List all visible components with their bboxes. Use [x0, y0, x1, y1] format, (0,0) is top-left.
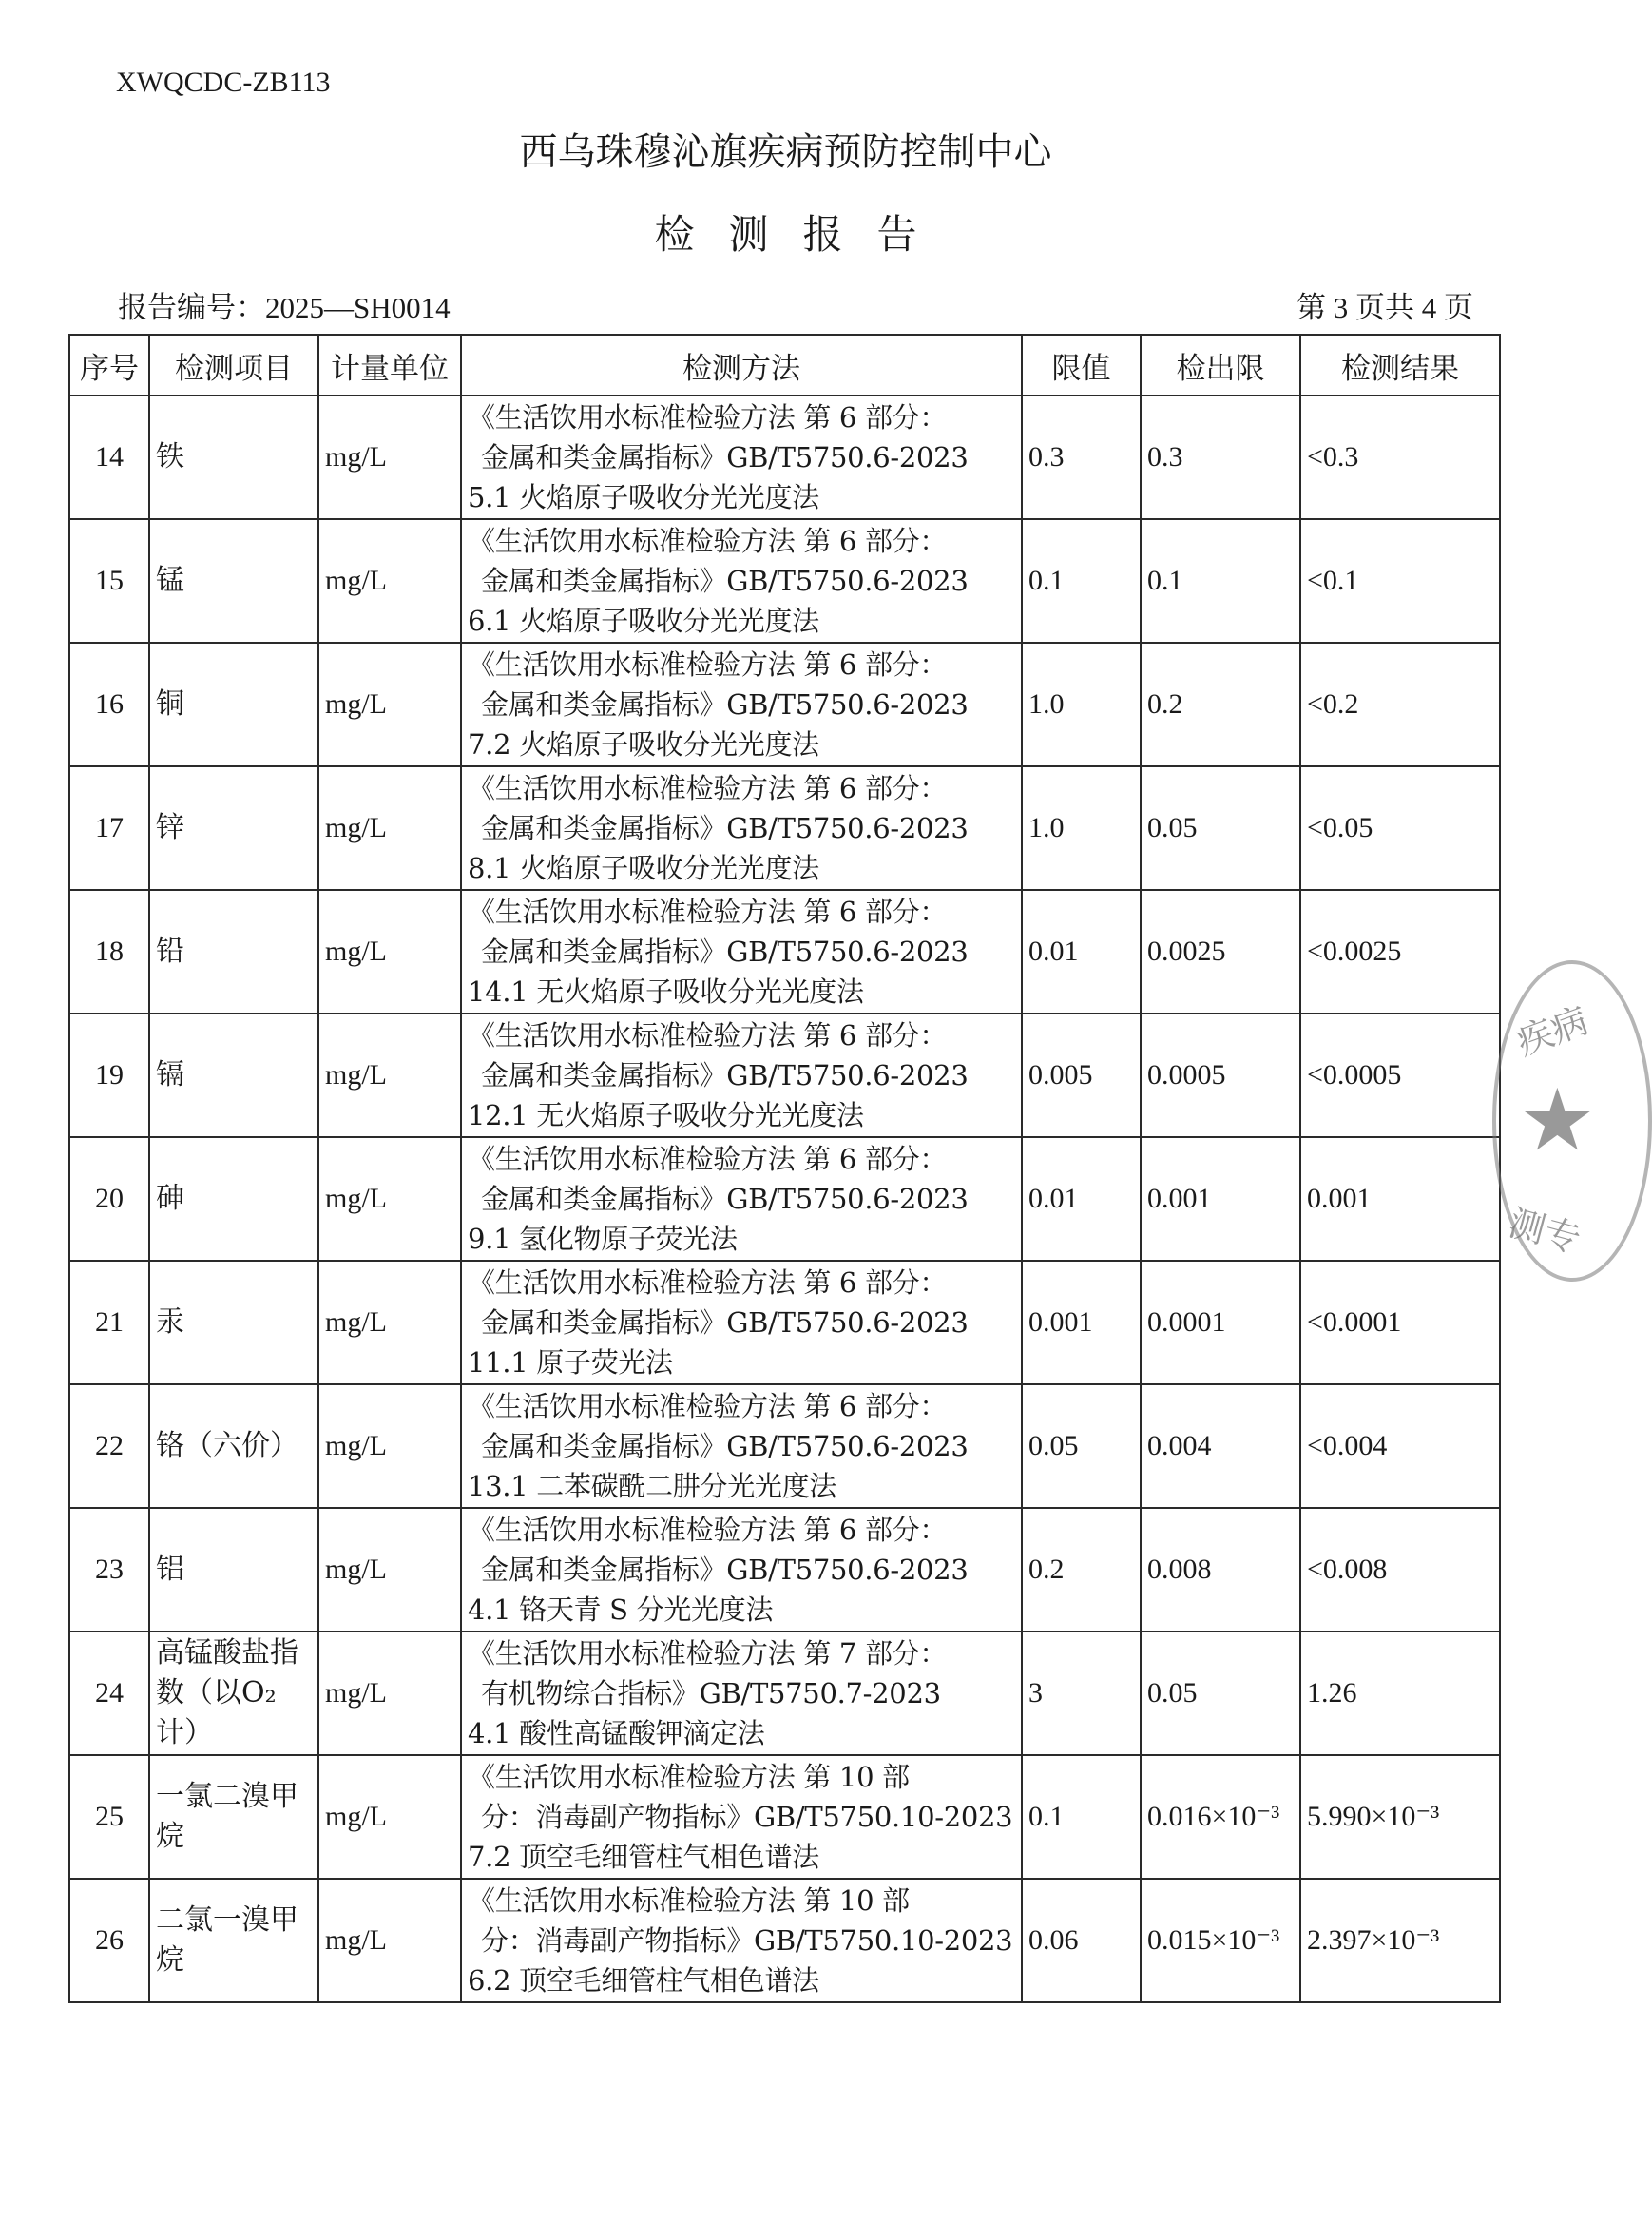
method-line: 11.1 原子荧光法 — [468, 1346, 673, 1379]
test-method — [461, 396, 1022, 519]
test-result: <0.0001 — [1300, 1261, 1500, 1384]
row-number: 14 — [69, 396, 149, 519]
method-line: 《生活饮用水标准检验方法 第 6 部分： — [468, 525, 948, 557]
seal-star-icon: ★ — [1519, 1071, 1596, 1170]
unit: mg/L — [318, 1632, 461, 1755]
method-line: 有机物综合指标》GB/T5750.7-2023 — [481, 1677, 941, 1709]
test-item: 铝 — [149, 1508, 318, 1632]
method-line: 《生活饮用水标准检验方法 第 6 部分： — [468, 1514, 948, 1546]
column-header: 序号 — [69, 335, 149, 396]
unit: mg/L — [318, 1014, 461, 1137]
table-row — [69, 643, 1500, 766]
limit-value: 1.0 — [1022, 643, 1141, 766]
row-number: 17 — [69, 766, 149, 890]
test-result: <0.008 — [1300, 1508, 1500, 1632]
method-line: 《生活饮用水标准检验方法 第 6 部分： — [468, 896, 948, 928]
test-item: 汞 — [149, 1261, 318, 1384]
column-header: 计量单位 — [318, 335, 461, 396]
limit-value: 0.005 — [1022, 1014, 1141, 1137]
detection-limit: 0.05 — [1141, 1632, 1300, 1755]
method-line: 5.1 火焰原子吸收分光光度法 — [468, 481, 819, 513]
limit-value: 0.06 — [1022, 1879, 1141, 2002]
method-line: 《生活饮用水标准检验方法 第 10 部 — [468, 1761, 910, 1793]
column-header: 检测方法 — [461, 335, 1022, 396]
row-number: 26 — [69, 1879, 149, 2002]
test-method — [461, 519, 1022, 643]
method-line: 分：消毒副产物指标》GB/T5750.10-2023 — [481, 1801, 1013, 1833]
test-item: 铅 — [149, 890, 318, 1014]
unit: mg/L — [318, 1755, 461, 1879]
test-item: 高锰酸盐指数（以O₂计） — [149, 1632, 318, 1755]
test-item: 锌 — [149, 766, 318, 890]
row-number: 18 — [69, 890, 149, 1014]
method-line: 《生活饮用水标准检验方法 第 7 部分： — [468, 1637, 948, 1670]
detection-limit: 0.0025 — [1141, 890, 1300, 1014]
limit-value: 0.05 — [1022, 1384, 1141, 1508]
method-line: 金属和类金属指标》GB/T5750.6-2023 — [481, 812, 969, 844]
method-line: 金属和类金属指标》GB/T5750.6-2023 — [481, 1554, 969, 1586]
test-result: 5.990×10⁻³ — [1300, 1755, 1500, 1879]
detection-limit: 0.2 — [1141, 643, 1300, 766]
method-line: 金属和类金属指标》GB/T5750.6-2023 — [481, 1183, 969, 1215]
limit-value: 0.3 — [1022, 396, 1141, 519]
test-item: 铜 — [149, 643, 318, 766]
document-code: XWQCDC-ZB113 — [116, 67, 331, 98]
detection-limit: 0.1 — [1141, 519, 1300, 643]
column-header: 限值 — [1022, 335, 1141, 396]
detection-limit: 0.004 — [1141, 1384, 1300, 1508]
detection-limit: 0.001 — [1141, 1137, 1300, 1261]
test-method — [461, 1014, 1022, 1137]
table-row — [69, 766, 1500, 890]
organization-title: 西乌珠穆沁旗疾病预防控制中心 — [519, 130, 1052, 174]
table-row — [69, 1632, 1500, 1755]
row-number: 22 — [69, 1384, 149, 1508]
limit-value: 0.1 — [1022, 1755, 1141, 1879]
method-line: 《生活饮用水标准检验方法 第 10 部 — [468, 1884, 910, 1917]
test-item: 铁 — [149, 396, 318, 519]
seal-top-text: 疾病 — [1510, 999, 1594, 1064]
test-item: 铬（六价） — [149, 1384, 318, 1508]
test-item: 二氯一溴甲烷 — [149, 1879, 318, 2002]
unit: mg/L — [318, 890, 461, 1014]
table-row — [69, 1014, 1500, 1137]
row-number: 24 — [69, 1632, 149, 1755]
table-header-row — [69, 335, 1500, 396]
test-method — [461, 1755, 1022, 1879]
test-result: <0.0005 — [1300, 1014, 1500, 1137]
method-line: 分：消毒副产物指标》GB/T5750.10-2023 — [481, 1924, 1013, 1957]
test-item: 砷 — [149, 1137, 318, 1261]
test-item: 一氯二溴甲烷 — [149, 1755, 318, 1879]
table-row — [69, 1755, 1500, 1879]
test-item: 镉 — [149, 1014, 318, 1137]
page-info: 第 3 页共 4 页 — [1297, 291, 1473, 324]
method-line: 7.2 顶空毛细管柱气相色谱法 — [468, 1841, 819, 1873]
method-line: 《生活饮用水标准检验方法 第 6 部分： — [468, 648, 948, 681]
detection-limit: 0.3 — [1141, 396, 1300, 519]
unit: mg/L — [318, 1879, 461, 2002]
table-row — [69, 396, 1500, 519]
test-method — [461, 1384, 1022, 1508]
row-number: 16 — [69, 643, 149, 766]
test-result: <0.1 — [1300, 519, 1500, 643]
method-line: 金属和类金属指标》GB/T5750.6-2023 — [481, 1059, 969, 1091]
test-method — [461, 1137, 1022, 1261]
method-line: 金属和类金属指标》GB/T5750.6-2023 — [481, 1430, 969, 1462]
unit: mg/L — [318, 1508, 461, 1632]
method-line: 金属和类金属指标》GB/T5750.6-2023 — [481, 936, 969, 968]
test-result: <0.3 — [1300, 396, 1500, 519]
test-method — [461, 643, 1022, 766]
test-method — [461, 1632, 1022, 1755]
test-result: <0.2 — [1300, 643, 1500, 766]
method-line: 《生活饮用水标准检验方法 第 6 部分： — [468, 1143, 948, 1175]
test-method — [461, 1508, 1022, 1632]
table-row — [69, 519, 1500, 643]
method-line: 7.2 火焰原子吸收分光光度法 — [468, 728, 819, 761]
column-header: 检测结果 — [1300, 335, 1500, 396]
test-result: <0.004 — [1300, 1384, 1500, 1508]
limit-value: 3 — [1022, 1632, 1141, 1755]
unit: mg/L — [318, 1261, 461, 1384]
detection-limit: 0.05 — [1141, 766, 1300, 890]
method-line: 《生活饮用水标准检验方法 第 6 部分： — [468, 1019, 948, 1052]
method-line: 6.1 火焰原子吸收分光光度法 — [468, 605, 819, 637]
unit: mg/L — [318, 766, 461, 890]
detection-limit: 0.016×10⁻³ — [1141, 1755, 1300, 1879]
official-seal — [1492, 960, 1652, 1282]
results-table — [68, 334, 1501, 2003]
test-result: 2.397×10⁻³ — [1300, 1879, 1500, 2002]
row-number: 23 — [69, 1508, 149, 1632]
report-number: 报告编号：2025—SH0014 — [118, 291, 451, 324]
table-row — [69, 1508, 1500, 1632]
test-result: <0.05 — [1300, 766, 1500, 890]
method-line: 《生活饮用水标准检验方法 第 6 部分： — [468, 1266, 948, 1299]
column-header: 检出限 — [1141, 335, 1300, 396]
limit-value: 0.01 — [1022, 1137, 1141, 1261]
method-line: 8.1 火焰原子吸收分光光度法 — [468, 852, 819, 884]
report-title: 检测报告 — [654, 211, 951, 258]
method-line: 《生活饮用水标准检验方法 第 6 部分： — [468, 401, 948, 434]
row-number: 15 — [69, 519, 149, 643]
table-row — [69, 890, 1500, 1014]
method-line: 14.1 无火焰原子吸收分光光度法 — [468, 975, 864, 1008]
row-number: 21 — [69, 1261, 149, 1384]
method-line: 《生活饮用水标准检验方法 第 6 部分： — [468, 772, 948, 804]
test-result: 1.26 — [1300, 1632, 1500, 1755]
unit: mg/L — [318, 396, 461, 519]
method-line: 金属和类金属指标》GB/T5750.6-2023 — [481, 441, 969, 473]
limit-value: 0.2 — [1022, 1508, 1141, 1632]
seal-bottom-text: 测专 — [1504, 1201, 1585, 1261]
unit: mg/L — [318, 1137, 461, 1261]
method-line: 金属和类金属指标》GB/T5750.6-2023 — [481, 688, 969, 721]
test-method — [461, 1261, 1022, 1384]
unit: mg/L — [318, 519, 461, 643]
test-result: <0.0025 — [1300, 890, 1500, 1014]
method-line: 金属和类金属指标》GB/T5750.6-2023 — [481, 1306, 969, 1339]
method-line: 4.1 铬天青 S 分光光度法 — [468, 1593, 774, 1626]
method-line: 4.1 酸性高锰酸钾滴定法 — [468, 1717, 765, 1749]
test-item: 锰 — [149, 519, 318, 643]
detection-limit: 0.0005 — [1141, 1014, 1300, 1137]
test-method — [461, 766, 1022, 890]
unit: mg/L — [318, 1384, 461, 1508]
limit-value: 0.1 — [1022, 519, 1141, 643]
method-line: 13.1 二苯碳酰二肼分光光度法 — [468, 1470, 836, 1502]
row-number: 20 — [69, 1137, 149, 1261]
test-method — [461, 890, 1022, 1014]
method-line: 9.1 氢化物原子荧光法 — [468, 1223, 738, 1255]
detection-limit: 0.015×10⁻³ — [1141, 1879, 1300, 2002]
method-line: 12.1 无火焰原子吸收分光光度法 — [468, 1099, 864, 1131]
method-line: 《生活饮用水标准检验方法 第 6 部分： — [468, 1390, 948, 1422]
test-result: 0.001 — [1300, 1137, 1500, 1261]
table-row — [69, 1879, 1500, 2002]
unit: mg/L — [318, 643, 461, 766]
method-line: 金属和类金属指标》GB/T5750.6-2023 — [481, 565, 969, 597]
test-method — [461, 1879, 1022, 2002]
limit-value: 0.01 — [1022, 890, 1141, 1014]
table-row — [69, 1137, 1500, 1261]
detection-limit: 0.008 — [1141, 1508, 1300, 1632]
method-line: 6.2 顶空毛细管柱气相色谱法 — [468, 1964, 819, 1997]
column-header: 检测项目 — [149, 335, 318, 396]
row-number: 19 — [69, 1014, 149, 1137]
row-number: 25 — [69, 1755, 149, 1879]
detection-limit: 0.0001 — [1141, 1261, 1300, 1384]
table-row — [69, 1384, 1500, 1508]
limit-value: 1.0 — [1022, 766, 1141, 890]
table-row — [69, 1261, 1500, 1384]
limit-value: 0.001 — [1022, 1261, 1141, 1384]
